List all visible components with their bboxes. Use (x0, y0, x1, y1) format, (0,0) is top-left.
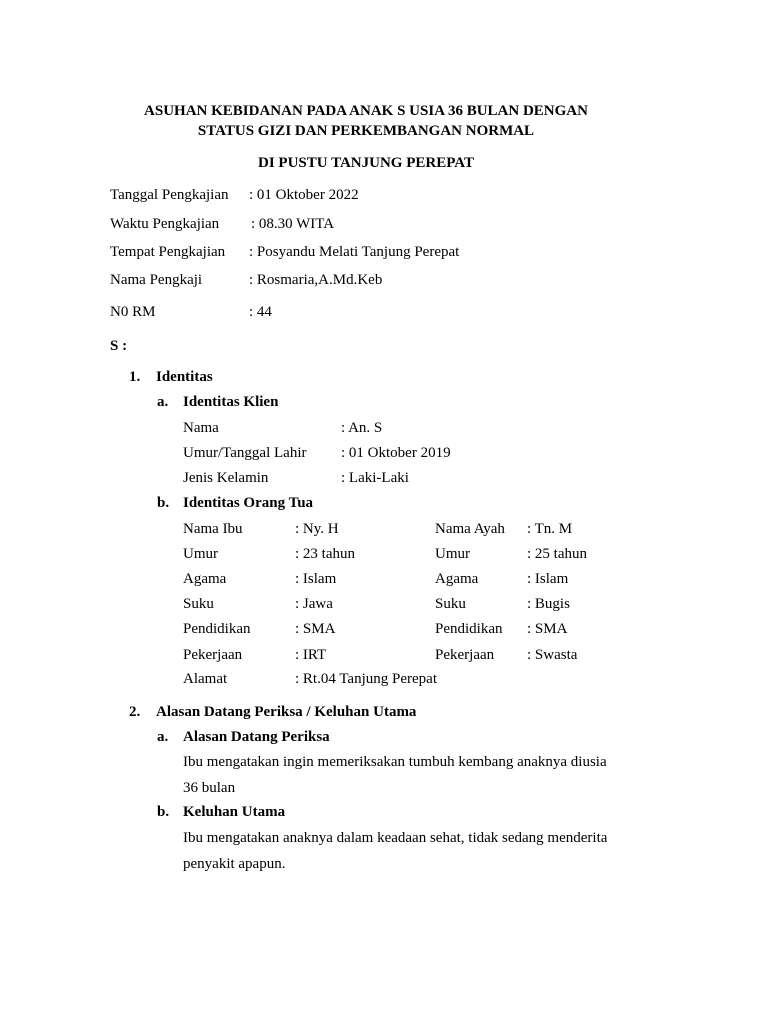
document-title-line2: STATUS GIZI DAN PERKEMBANGAN NORMAL (197, 123, 535, 139)
address-value: : Rt.04 Tanjung Perepat (295, 671, 437, 687)
parent-value-left: : Jawa (295, 596, 333, 612)
parent-label-right: Pekerjaan (435, 647, 495, 663)
client-label-kelamin: Jenis Kelamin (183, 470, 269, 486)
client-value-kelamin: : Laki-Laki (341, 470, 409, 486)
client-value-umur: : 01 Oktober 2019 (341, 445, 451, 461)
parent-value-left: : Islam (295, 571, 337, 587)
document-subtitle: DI PUSTU TANJUNG PEREPAT (258, 155, 474, 171)
document-title-line1: ASUHAN KEBIDANAN PADA ANAK S USIA 36 BULAN DENGAN (144, 103, 588, 119)
parent-label-left: Pekerjaan (183, 647, 243, 663)
parent-label-left: Agama (183, 571, 227, 587)
parent-label-right: Suku (435, 596, 466, 612)
parent-value-right: : Islam (527, 571, 569, 587)
section2b-text-line2: penyakit apapun. (183, 856, 286, 872)
parent-label-right: Pendidikan (435, 621, 503, 637)
parent-value-right: : SMA (527, 621, 568, 637)
parent-label-right: Agama (435, 571, 479, 587)
section2a-title: Alasan Datang Periksa (183, 729, 330, 745)
parent-value-left: : IRT (295, 647, 327, 663)
section1-title: Identitas (156, 369, 213, 385)
client-label-umur: Umur/Tanggal Lahir (183, 445, 307, 461)
info-label-tempat: Tempat Pengkajian (110, 244, 226, 260)
parent-value-right: : Swasta (527, 647, 578, 663)
section1a-letter: a. (157, 394, 169, 410)
info-value-rm: : 44 (249, 304, 272, 320)
parent-value-left: : 23 tahun (295, 546, 355, 562)
section2-number: 2. (129, 704, 141, 720)
info-label-pengkaji: Nama Pengkaji (110, 272, 203, 288)
info-label-tanggal: Tanggal Pengkajian (110, 187, 229, 203)
section1b-title: Identitas Orang Tua (183, 495, 314, 511)
section1b-letter: b. (157, 495, 170, 511)
parent-value-right: : Bugis (527, 596, 570, 612)
section2b-letter: b. (157, 804, 170, 820)
parent-label-left: Suku (183, 596, 214, 612)
parent-label-left: Pendidikan (183, 621, 251, 637)
info-value-tempat: : Posyandu Melati Tanjung Perepat (249, 244, 460, 260)
client-value-nama: : An. S (341, 420, 383, 436)
section1a-title: Identitas Klien (183, 394, 279, 410)
info-value-tanggal: : 01 Oktober 2022 (249, 187, 359, 203)
section2a-text-line2: 36 bulan (183, 780, 236, 796)
parent-label-right: Nama Ayah (435, 521, 505, 537)
section2a-letter: a. (157, 729, 169, 745)
section2b-title: Keluhan Utama (183, 804, 286, 820)
info-label-rm: N0 RM (110, 304, 156, 320)
parent-label-left: Nama Ibu (183, 521, 243, 537)
info-label-waktu: Waktu Pengkajian (110, 216, 220, 232)
parent-value-right: : Tn. M (527, 521, 573, 537)
address-label: Alamat (183, 671, 228, 687)
section1-number: 1. (129, 369, 141, 385)
section2a-text-line1: Ibu mengatakan ingin memeriksakan tumbuh kembang anaknya diusia (183, 754, 607, 770)
section-s-heading: S : (110, 338, 128, 354)
section2b-text-line1: Ibu mengatakan anaknya dalam keadaan sehat, tidak sedang menderita (183, 830, 608, 846)
parent-value-left: : Ny. H (295, 521, 339, 537)
parent-label-right: Umur (435, 546, 470, 562)
parent-label-left: Umur (183, 546, 218, 562)
parent-value-right: : 25 tahun (527, 546, 587, 562)
parent-value-left: : SMA (295, 621, 336, 637)
info-value-waktu: : 08.30 WITA (251, 216, 335, 232)
info-value-pengkaji: : Rosmaria,A.Md.Keb (249, 272, 383, 288)
section2-title: Alasan Datang Periksa / Keluhan Utama (156, 704, 417, 720)
client-label-nama: Nama (183, 420, 219, 436)
